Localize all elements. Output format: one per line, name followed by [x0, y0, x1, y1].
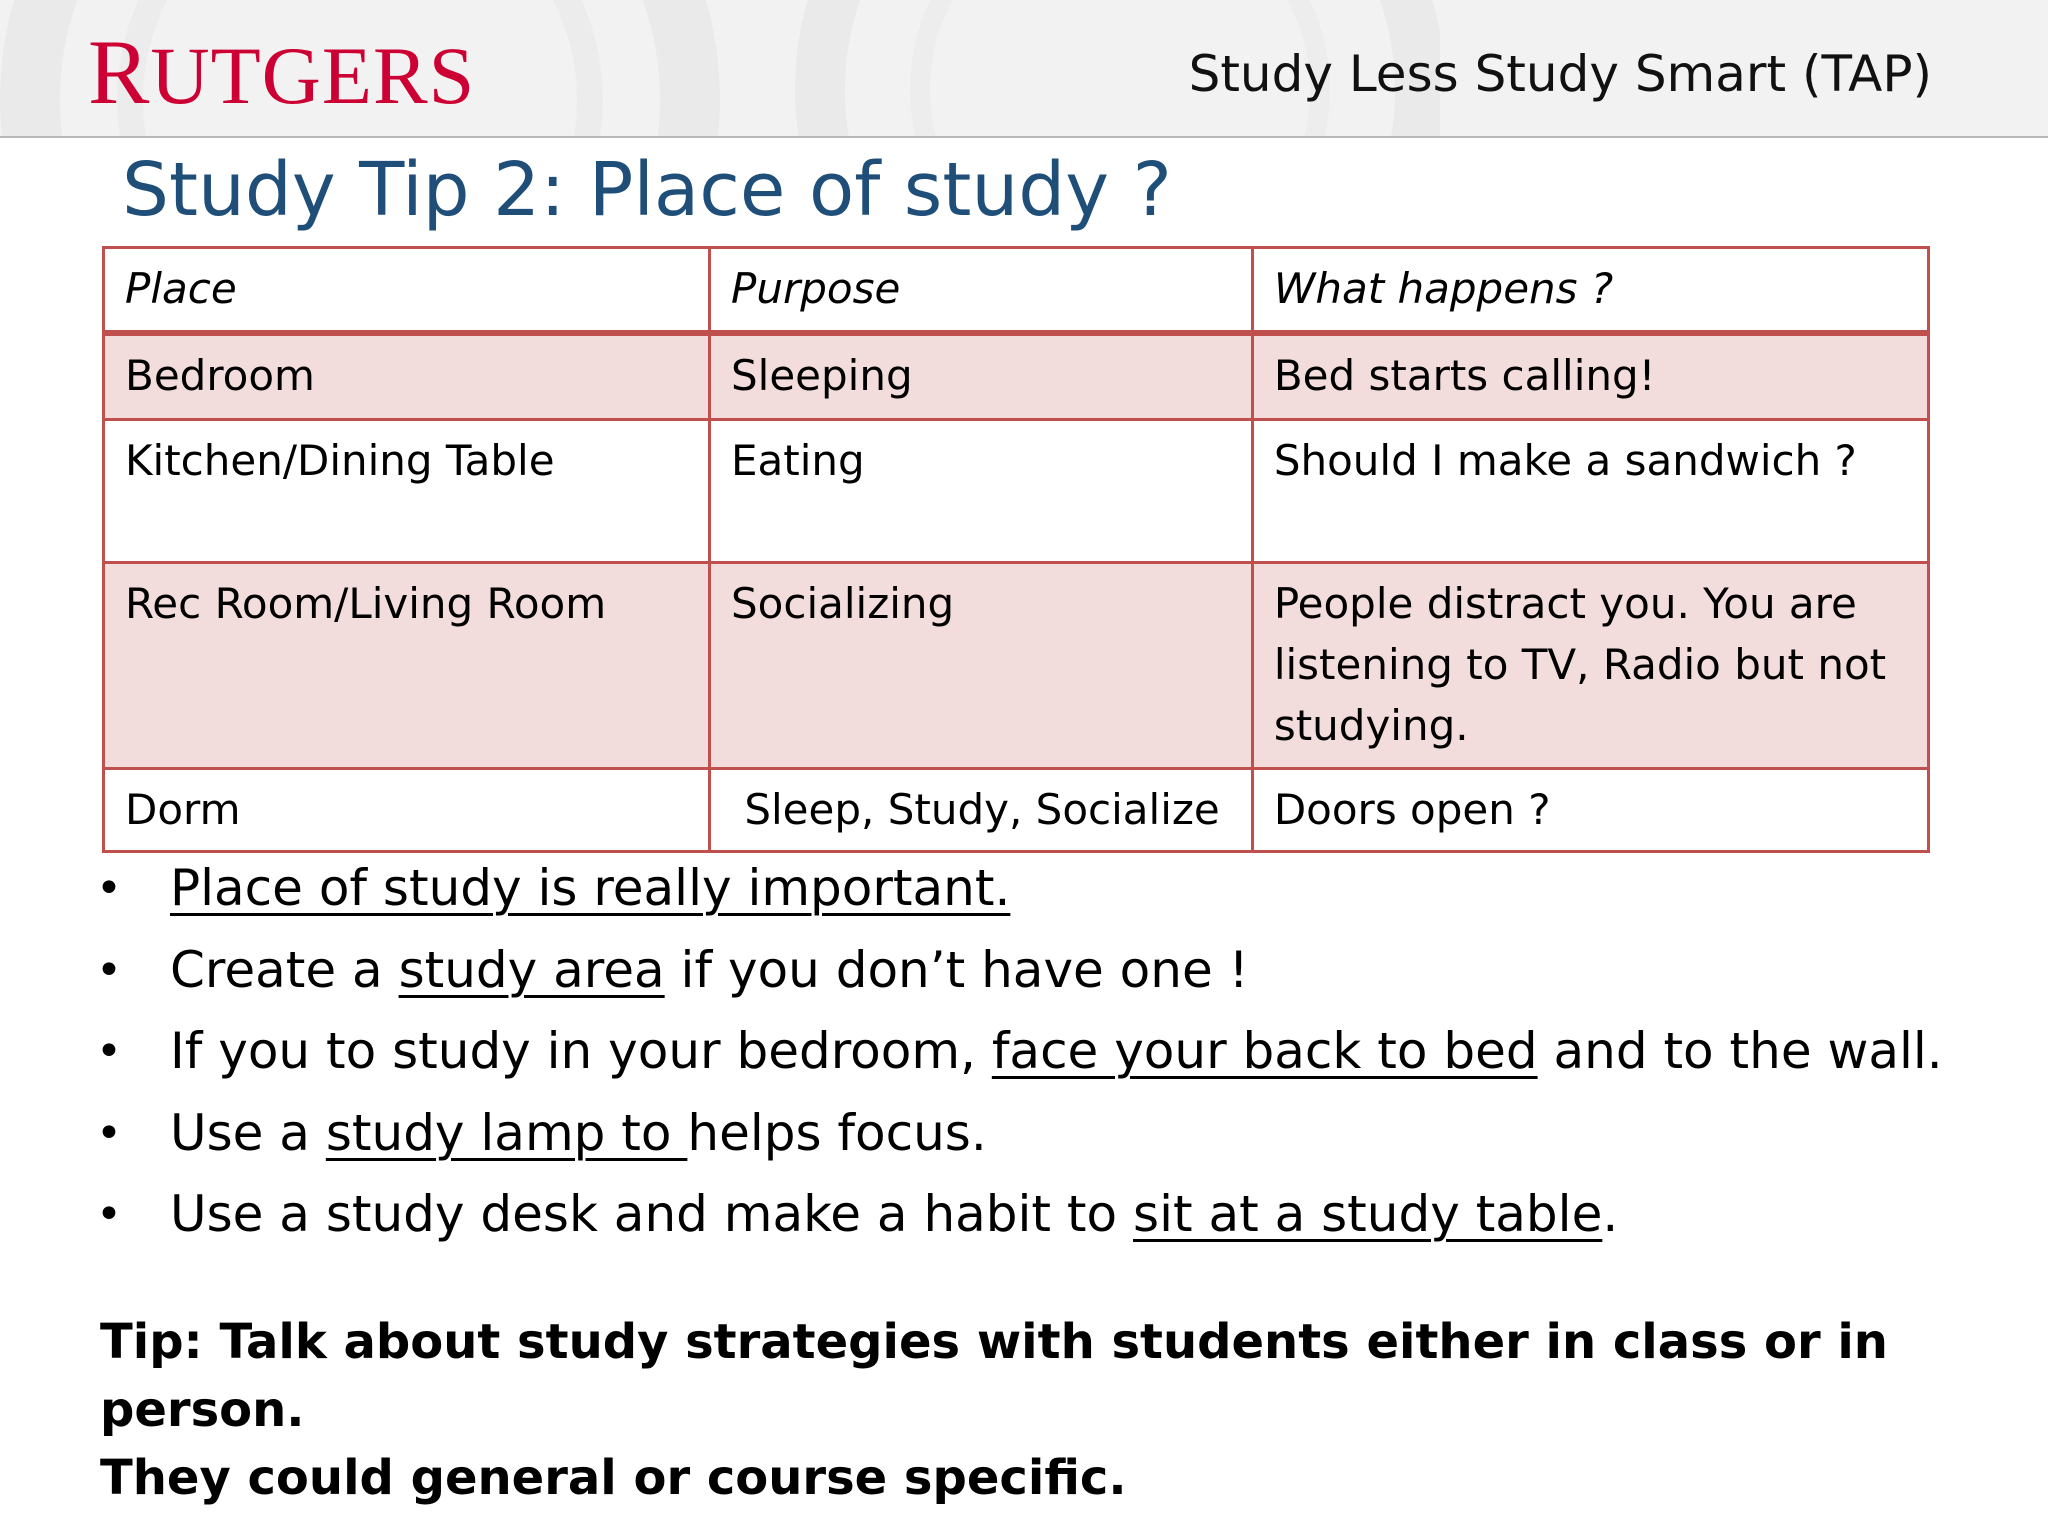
- table-cell-purpose: Socializing: [710, 562, 1253, 768]
- bullet-text: helps focus.: [687, 1103, 987, 1162]
- tip-line-2: They could general or course specific.: [100, 1450, 1127, 1506]
- column-header-place: Place: [104, 248, 710, 333]
- table-cell-place: Rec Room/Living Room: [104, 562, 710, 768]
- bullet-icon: •: [96, 944, 122, 996]
- bullet-text-underlined: study lamp to: [325, 1103, 688, 1162]
- bullet-text-underlined: Place of study is really important.: [170, 859, 1011, 917]
- table-cell-what-happens: Doors open ?: [1252, 768, 1928, 852]
- table-row: [104, 768, 1929, 852]
- bullet-list: [96, 848, 1943, 1256]
- bullet-text-underlined: study area: [398, 940, 665, 999]
- list-item: [96, 1011, 1943, 1093]
- bullet-icon: •: [96, 1107, 122, 1159]
- bullet-text: Use a study desk and make a habit to: [170, 1185, 1134, 1243]
- bullet-icon: •: [96, 1026, 122, 1077]
- table-cell-what-happens: People distract you. You are listening to TV, Radio but not studying.: [1252, 562, 1928, 768]
- slide-title: Study Tip 2: Place of study ?: [122, 147, 1172, 233]
- table-cell-place: Bedroom: [104, 333, 710, 420]
- place-of-study-table: [102, 246, 1930, 853]
- list-item: [96, 1174, 1943, 1256]
- table-cell-purpose: Eating: [710, 419, 1253, 562]
- bullet-icon: •: [96, 863, 122, 914]
- list-item: [96, 930, 1943, 1012]
- table-row: [104, 419, 1929, 562]
- table-header-row: [104, 248, 1929, 333]
- tip-note: [100, 1308, 1950, 1512]
- bullet-icon: •: [96, 1189, 122, 1240]
- bullet-text: Use a: [170, 1103, 326, 1162]
- bullet-text-underlined: sit at a study table: [1133, 1185, 1603, 1243]
- column-header-purpose: Purpose: [710, 248, 1253, 333]
- table-row: [104, 333, 1929, 420]
- table-cell-what-happens: Bed starts calling!: [1252, 333, 1928, 420]
- table-row: [104, 562, 1929, 768]
- bullet-text-underlined: face your back to bed: [991, 1022, 1538, 1080]
- header-divider: [0, 136, 2048, 138]
- table-cell-purpose: Sleeping: [710, 333, 1253, 420]
- course-title: Study Less Study Smart (TAP): [1188, 45, 1932, 103]
- table-cell-purpose: Sleep, Study, Socialize: [710, 768, 1253, 852]
- column-header-what-happens: What happens ?: [1252, 248, 1928, 333]
- bullet-text: if you don’t have one !: [664, 940, 1249, 999]
- bullet-text: Create a: [170, 940, 399, 999]
- table-cell-place: Kitchen/Dining Table: [104, 419, 710, 562]
- bullet-text: and to the wall.: [1537, 1022, 1943, 1080]
- bullet-text: If you to study in your bedroom,: [170, 1022, 992, 1080]
- table-cell-what-happens: Should I make a sandwich ?: [1252, 419, 1928, 562]
- tip-line-1: Tip: Talk about study strategies with students either in class or in person.: [100, 1314, 1888, 1438]
- table-cell-place: Dorm: [104, 768, 710, 852]
- list-item: [96, 1093, 1943, 1175]
- bullet-text: .: [1602, 1185, 1619, 1243]
- rutgers-logo: RUTGERS: [88, 21, 476, 123]
- list-item: [96, 848, 1943, 930]
